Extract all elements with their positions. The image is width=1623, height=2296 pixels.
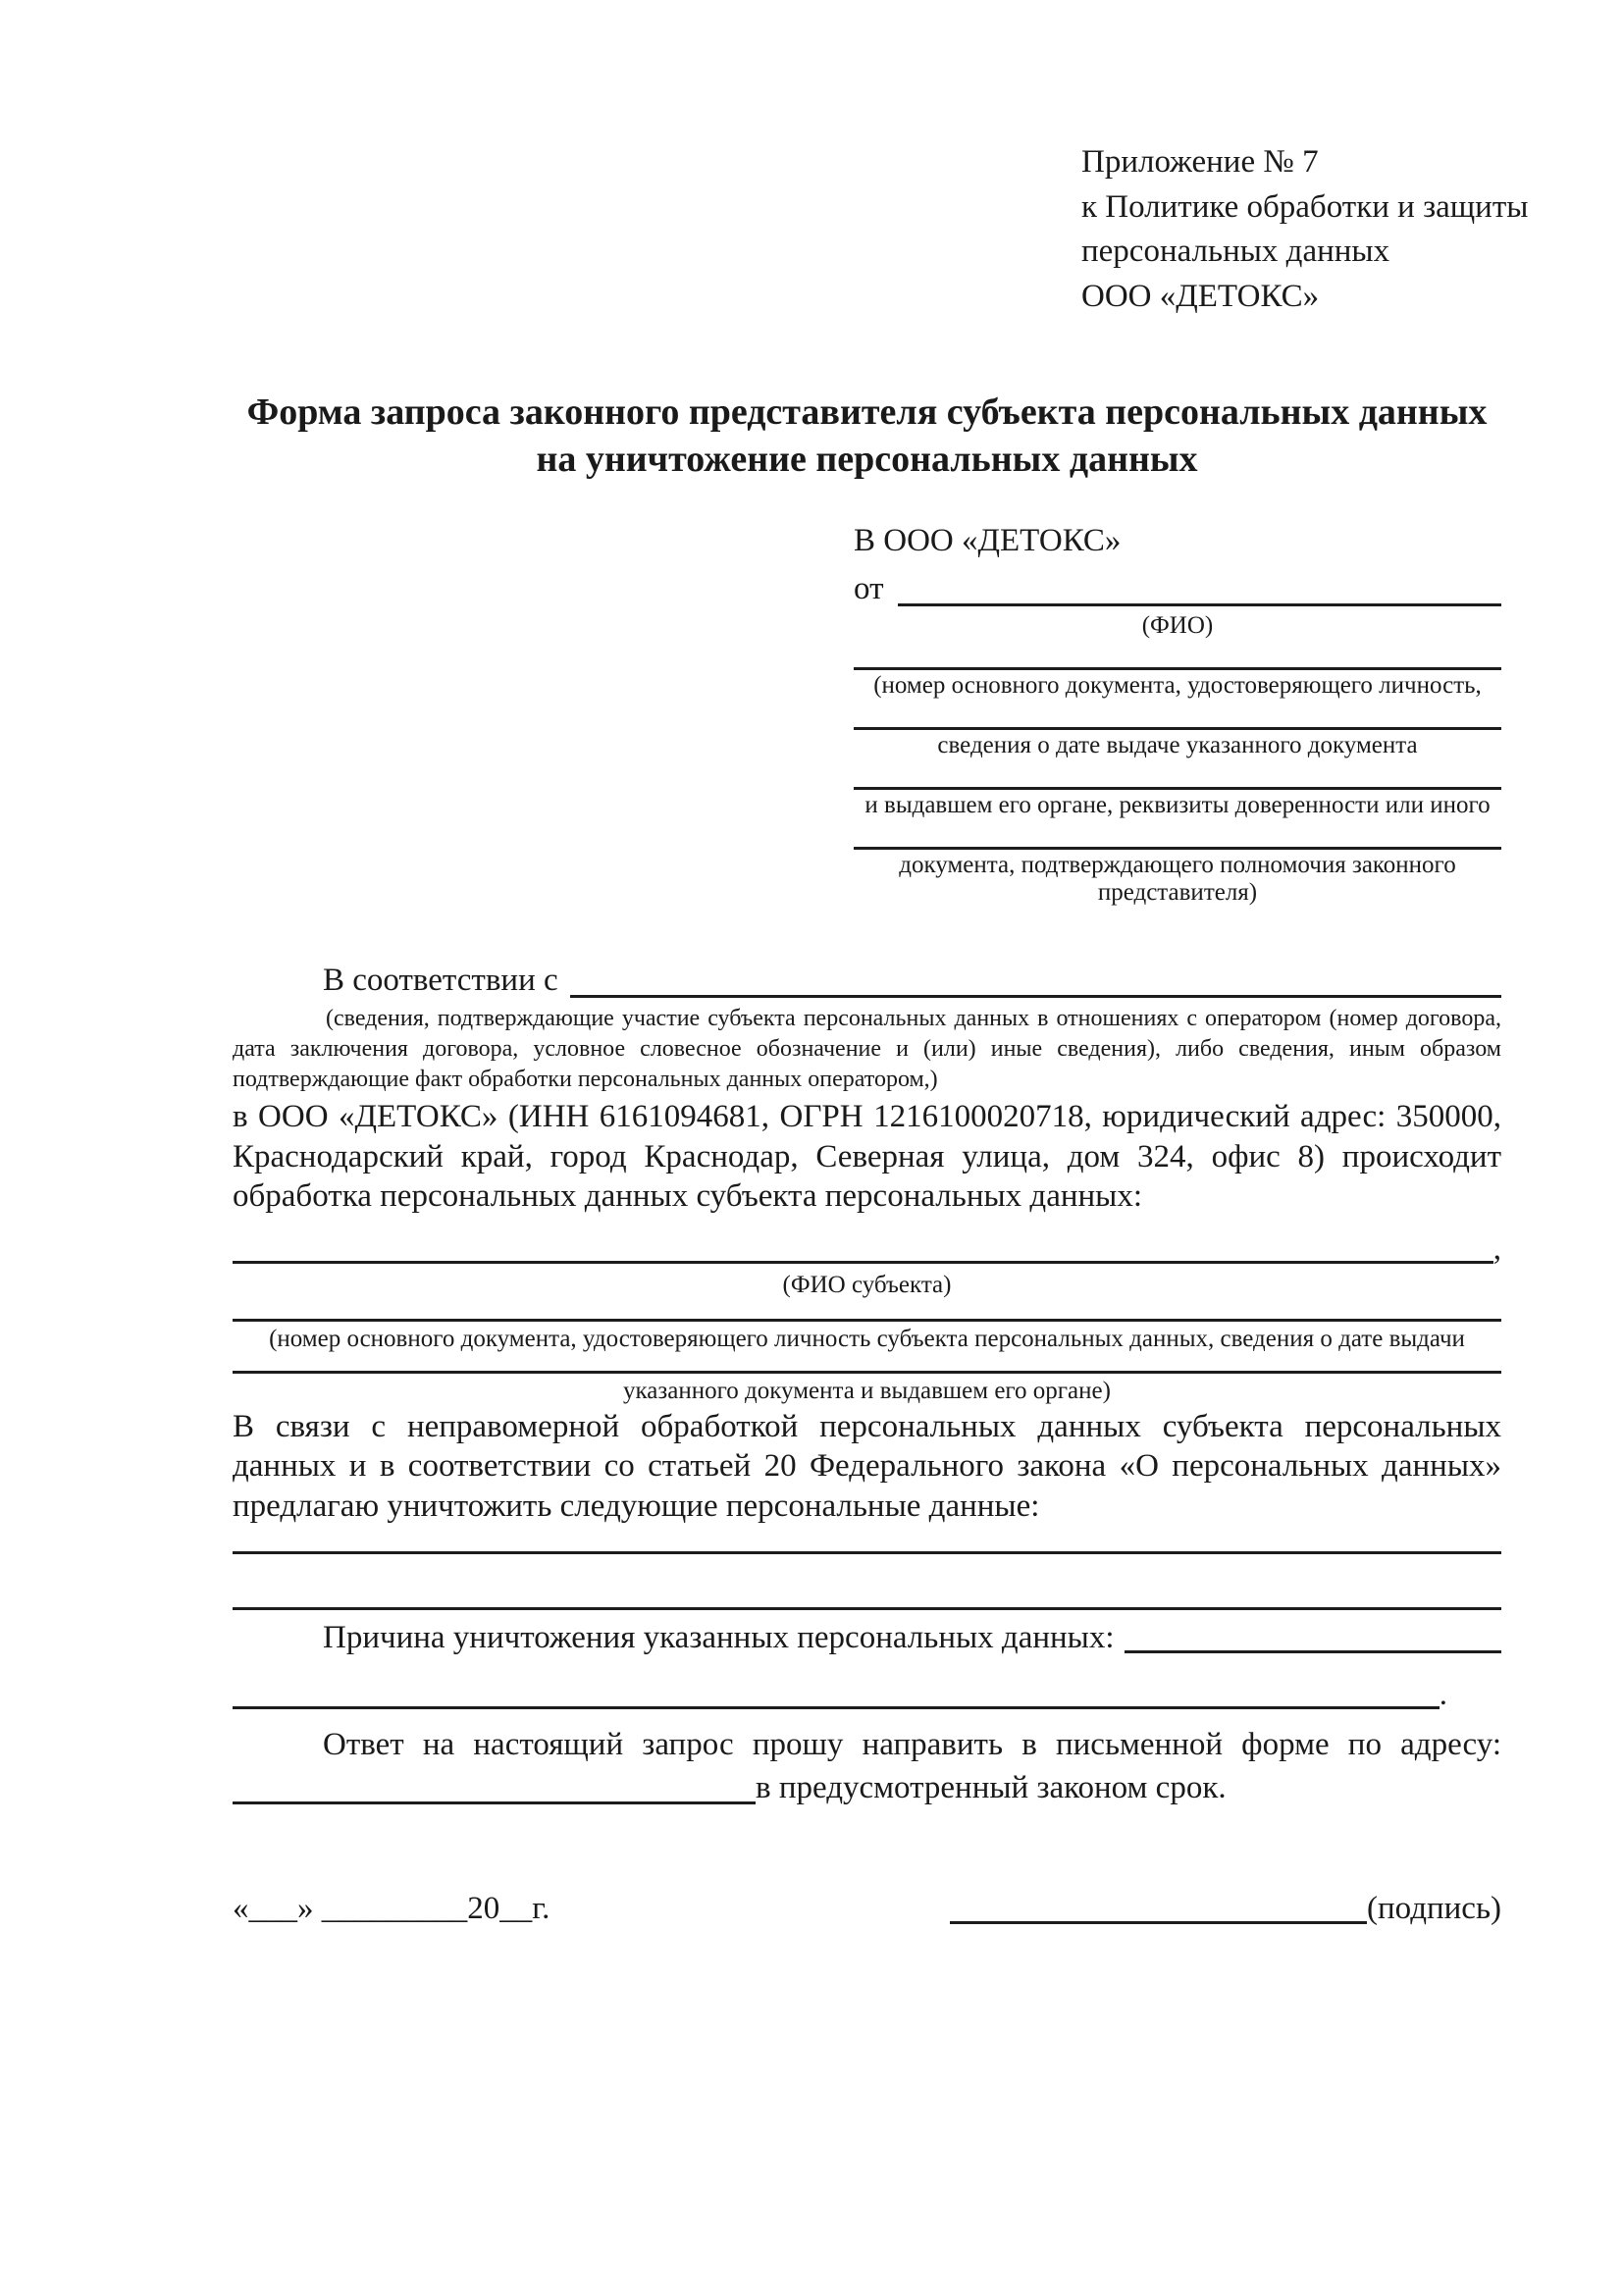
subject-fio-row <box>233 1231 1501 1268</box>
trailing-comma: , <box>1492 1231 1501 1268</box>
fio-blank-line <box>898 603 1502 606</box>
footer-row <box>233 1889 1501 1928</box>
form-title-line1: Форма запроса законного представителя субъекта персональных данных <box>246 391 1488 434</box>
reply-address-row <box>233 1768 1501 1807</box>
subject-doc-blank-line <box>233 1319 1501 1322</box>
reply-tail-text: в предусмотренный законом срок. <box>756 1770 1227 1806</box>
subject-fio-blank-line <box>233 1261 1493 1264</box>
reason-continuation-row <box>233 1677 1447 1713</box>
doc-date-blank-line <box>854 727 1501 730</box>
appendix-line: Приложение № 7 <box>1081 144 1319 180</box>
doc-number-caption: (номер основного документа, удостоверяющего личность, <box>873 671 1482 699</box>
request-paragraph: В связи с неправомерной обработкой персональных данных субъекта персональных данных и в соответствии со статьей 20 Федерального закона «О персональных данных» предлагаю уничтожить следующие персональные данные: <box>233 1409 1501 1524</box>
data-blank-line-2 <box>233 1607 1501 1610</box>
reason-blank-line <box>1125 1650 1501 1653</box>
subject-fio-caption: (ФИО субъекта) <box>782 1272 952 1299</box>
reply-paragraph: Ответ на настоящий запрос прошу направить в письменной форме по адресу: <box>323 1727 1501 1763</box>
signature-blank-line <box>950 1921 1367 1924</box>
appendix-line: персональных данных <box>1081 234 1390 270</box>
authority-blank-line <box>854 847 1501 850</box>
fio-caption: (ФИО) <box>1141 611 1214 639</box>
reason-row <box>233 1618 1501 1657</box>
data-blank-line-1 <box>233 1551 1501 1554</box>
accordance-note: (сведения, подтверждающие участие субъекта персональных данных в отношениях с оператором (номер договора, дата заключения договора, условное словесное обозначение и (или) иные сведения), либо сведения, иным образом подтверждающие факт обработки персональных данных оператором,) <box>233 1005 1501 1093</box>
accordance-row <box>233 960 1501 1002</box>
appendix-line: к Политике обработки и защиты <box>1081 188 1529 225</box>
form-title <box>233 390 1501 483</box>
date-line: «___» _________20__г. <box>233 1890 550 1926</box>
accordance-label: В соответствии с <box>323 962 558 998</box>
accordance-blank-line <box>570 995 1501 998</box>
operator-paragraph: в ООО «ДЕТОКС» (ИНН 6161094681, ОГРН 1216100020718, юридический адрес: 350000, Краснодарский край, город Краснодар, Северная улица, дом 324, офис 8) происходит обработка персональных данных субъекта персональных данных: <box>233 1099 1501 1214</box>
from-row <box>854 568 1501 610</box>
form-title-line2: на уничтожение персональных данных <box>536 438 1198 480</box>
signature-caption: (подпись) <box>1367 1890 1501 1926</box>
subject-doc-caption2: указанного документа и выдавшем его органе) <box>623 1378 1111 1405</box>
doc-date-caption: сведения о дате выдаче указанного документа <box>937 731 1418 758</box>
authority-caption: документа, подтверждающего полномочия законного представителя) <box>899 851 1456 906</box>
appendix-block <box>1081 140 1529 319</box>
signature-block <box>950 1889 1501 1928</box>
trailing-period: . <box>1439 1677 1447 1713</box>
doc-number-blank-line <box>854 667 1501 670</box>
reason-blank-line-2 <box>233 1706 1440 1709</box>
doc-issuer-caption: и выдавшем его органе, реквизиты доверенности или иного <box>864 791 1491 818</box>
address-blank-line <box>233 1801 756 1804</box>
addressee-block <box>854 520 1501 907</box>
addressee-to: В ООО «ДЕТОКС» <box>854 523 1122 559</box>
appendix-line: ООО «ДЕТОКС» <box>1081 278 1320 314</box>
reason-label: Причина уничтожения указанных персональных данных: <box>323 1619 1115 1655</box>
doc-issuer-blank-line <box>854 787 1501 790</box>
from-label: от <box>854 571 884 607</box>
subject-doc-caption1: (номер основного документа, удостоверяющего личность субъекта персональных данных, сведения о дате выдачи <box>269 1326 1465 1353</box>
subject-doc-issuer-blank-line <box>233 1371 1501 1374</box>
